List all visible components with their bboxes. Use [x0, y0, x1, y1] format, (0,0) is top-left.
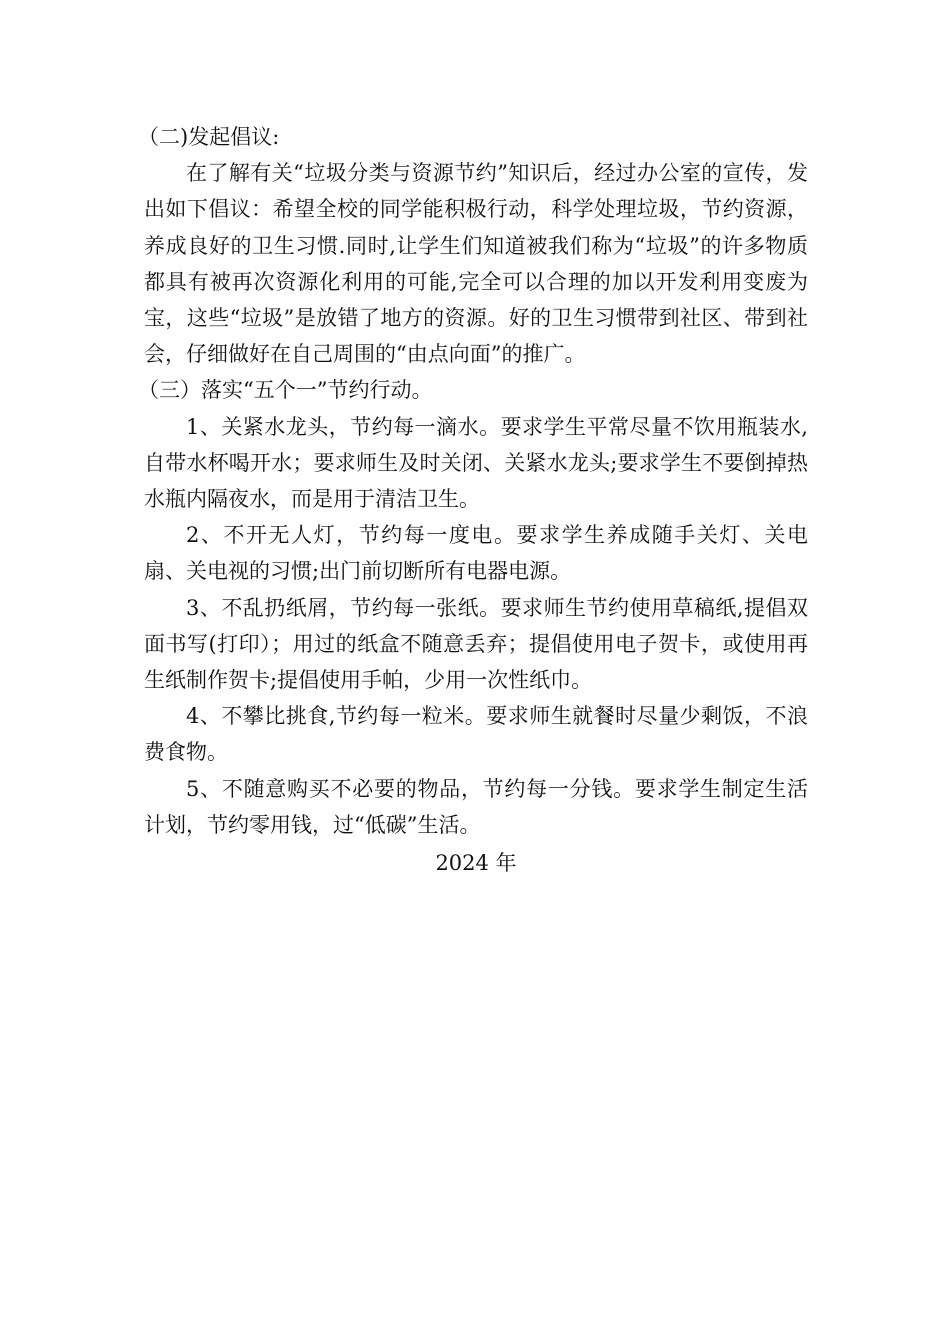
action-item-electricity: 2、不开无人灯，节约每一度电。要求学生养成随手关灯、关电扇、关电视的习惯;出门前切断所有电器电源。: [144, 523, 808, 584]
document-year: 2024 年: [435, 851, 517, 876]
action-item-money: 5、不随意购买不必要的物品，节约每一分钱。要求学生制定生活计划，节约零用钱，过“低碳”生活。: [144, 776, 808, 837]
section-heading-initiative: （二)发起倡议:: [138, 125, 280, 149]
action-item-water: 1、关紧水龙头，节约每一滴水。要求学生平常尽量不饮用瓶装水,自带水杯喝开水；要求师生及时关闭、关紧水龙头;要求学生不要倒掉热水瓶内隔夜水，而是用于清洁卫生。: [144, 414, 808, 512]
document-page: [138, 119, 808, 881]
action-item-paper: 3、不乱扔纸屑，节约每一张纸。要求师生节约使用草稿纸,提倡双面书写(打印）；用过的纸盒不随意丢弃；提倡使用电子贺卡，或使用再生纸制作贺卡;提倡使用手帕，少用一次性纸巾。: [144, 595, 808, 693]
section-heading-five-actions: （三）落实“五个一”节约行动。: [138, 378, 433, 403]
action-item-food: 4、不攀比挑食,节约每一粒米。要求师生就餐时尽量少剩饭，不浪费食物。: [144, 704, 808, 765]
initiative-paragraph: 在了解有关“垃圾分类与资源节约”知识后，经过办公室的宣传，发出如下倡议：希望全校的同学能积极行动，科学处理垃圾，节约资源，养成良好的卫生习惯.同时,让学生们知道被我们称为“垃圾”的许多物质都具有被再次资源化利用的可能,完全可以合理的加以开发利用变废为宝，这些“垃圾”是放错了地方的资源。好的卫生习惯带到社区、带到社会，仔细做好在自己周围的“由点向面”的推广。: [144, 161, 808, 367]
